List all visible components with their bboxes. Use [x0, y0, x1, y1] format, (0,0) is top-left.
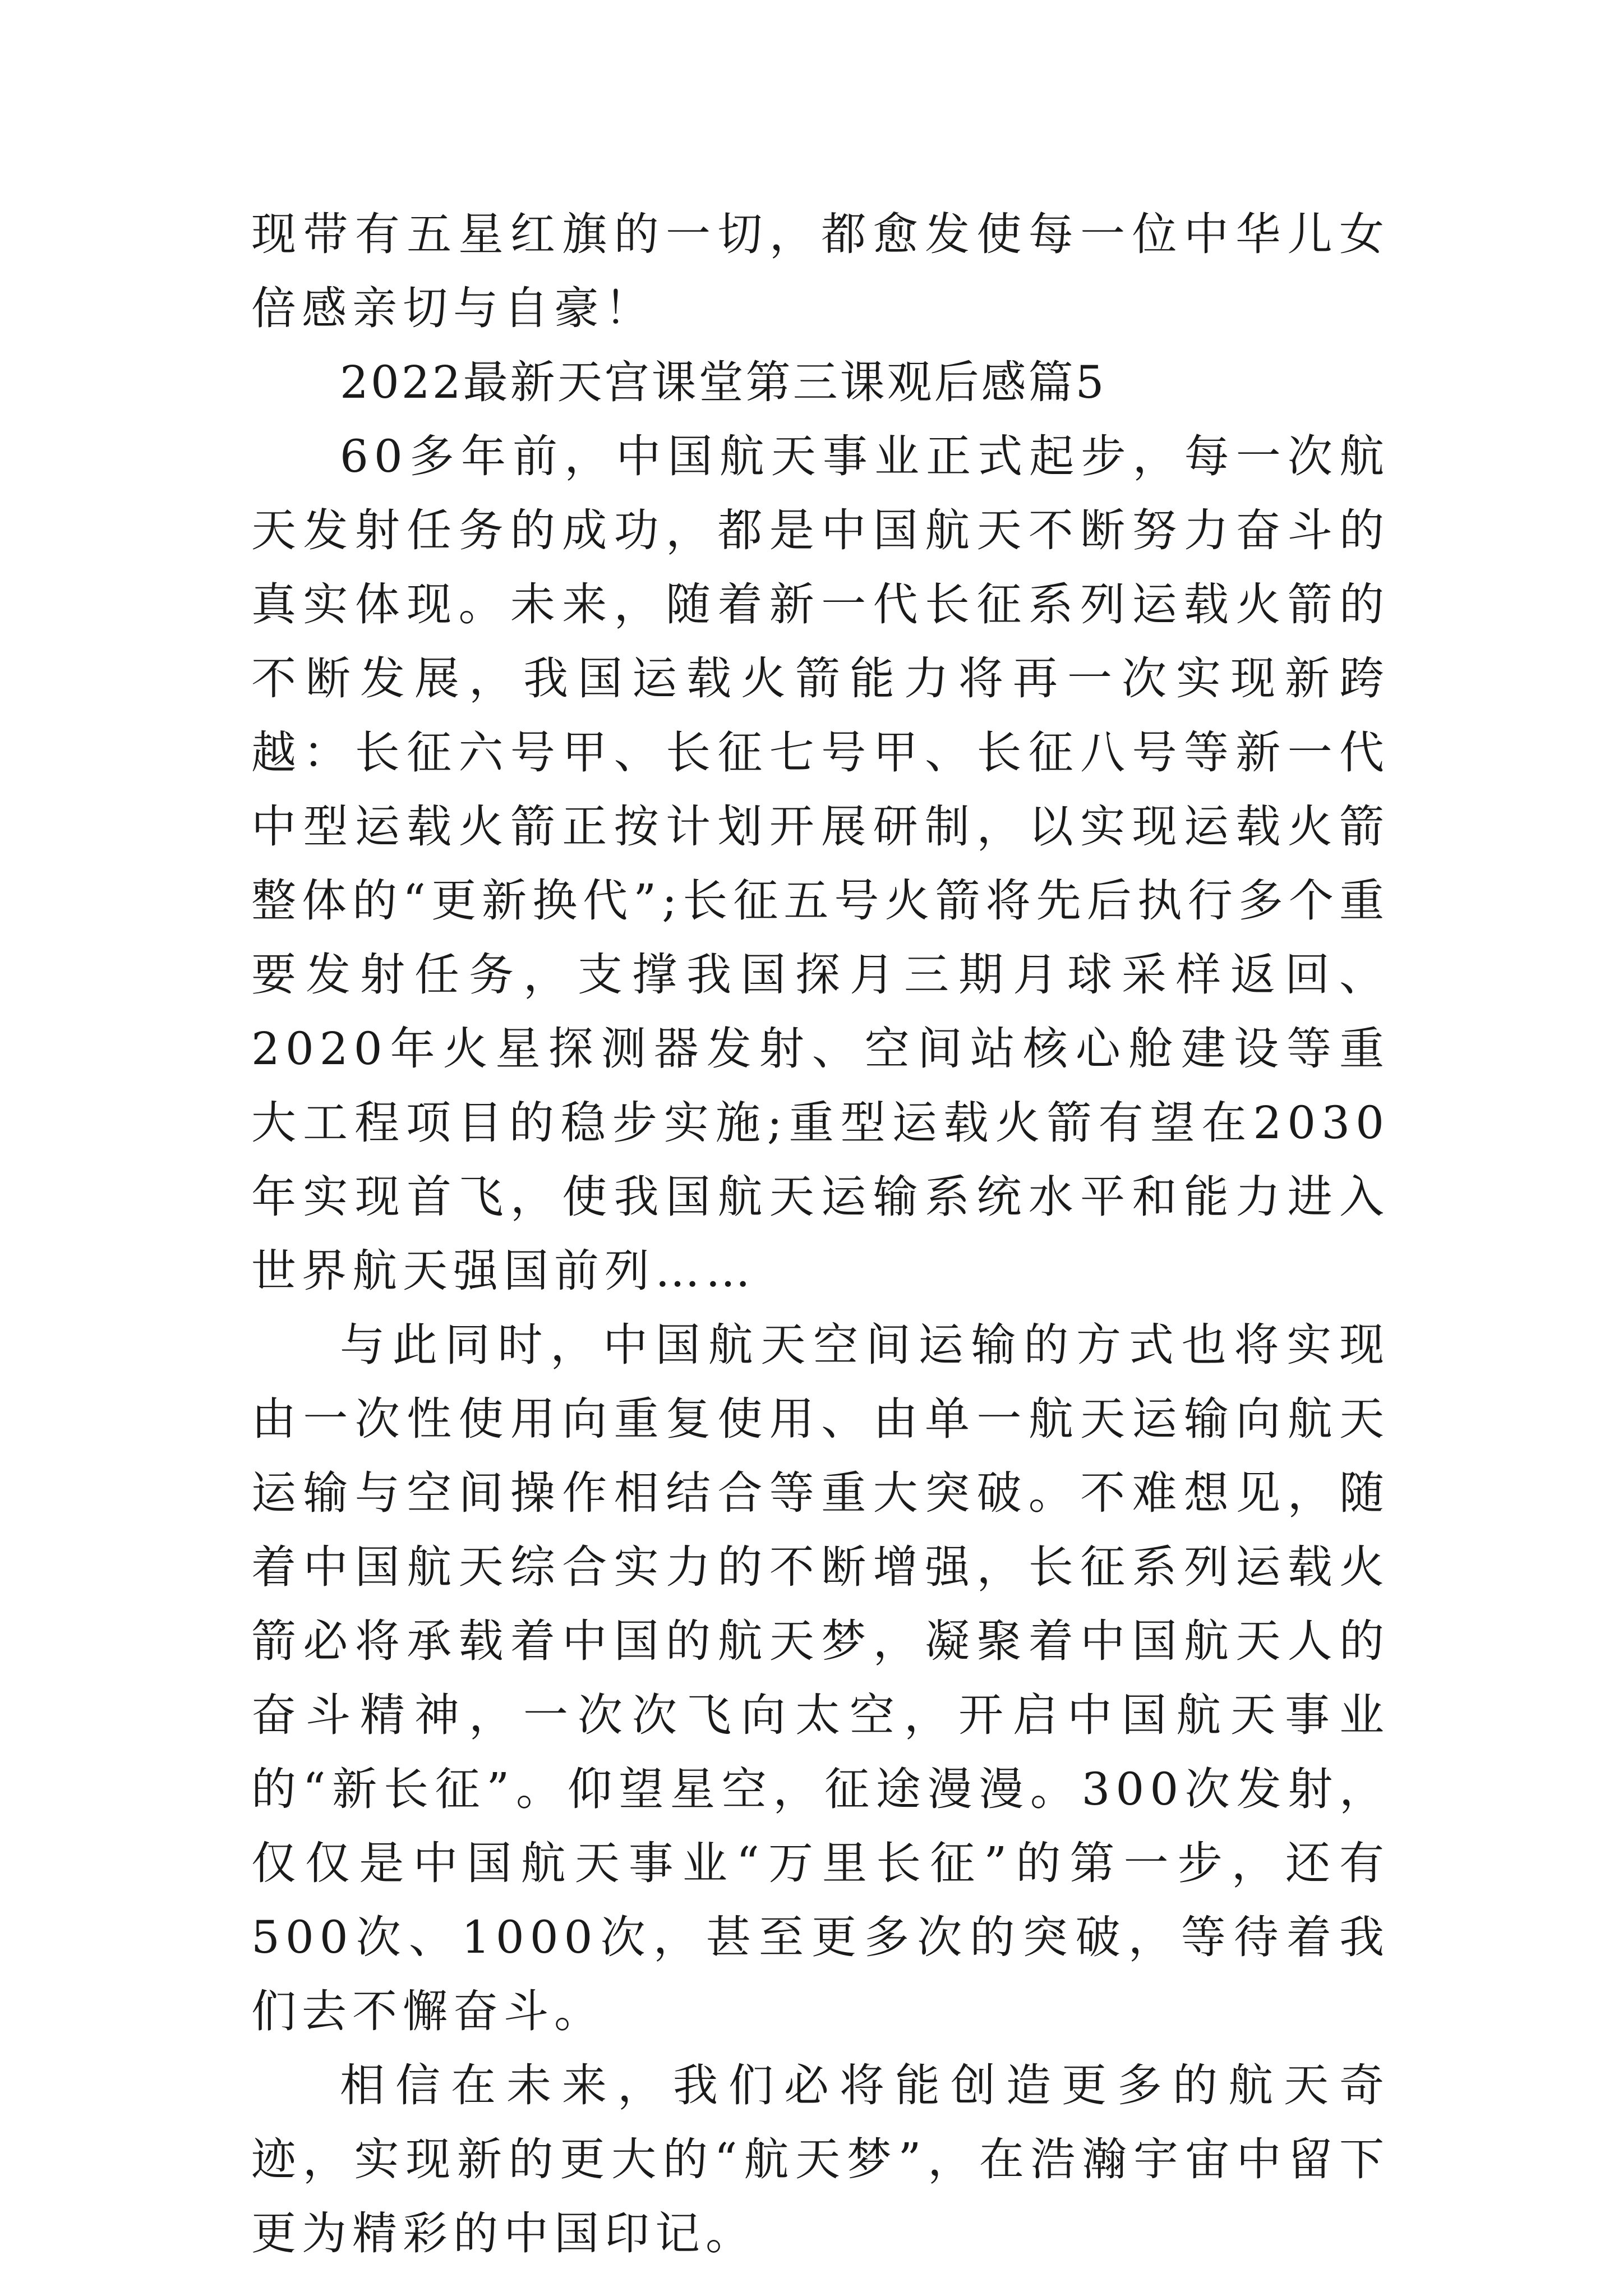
body-paragraph: 60多年前，中国航天事业正式起步，每一次航天发射任务的成功，都是中国航天不断努力奋斗的真实体现。未来，随着新一代长征系列运载火箭的不断发展，我国运载火箭能力将再一次实现新跨越：长征六号甲、长征七号甲、长征八号等新一代中型运载火箭正按计划开展研制，以实现运载火箭整体的“更新换代”;长征五号火箭将先后执行多个重要发射任务，支撑我国探月三期月球采样返回、2020年火星探测器发射、空间站核心舱建设等重大工程项目的稳步实施;重型运载火箭有望在2030年实现首飞，使我国航天运输系统水平和能力进入世界航天强国前列……: [251, 430, 1390, 1297]
body-paragraph: 相信在未来，我们必将能创造更多的航天奇迹，实现新的更大的“航天梦”，在浩瀚宇宙中留下更为精彩的中国印记。: [251, 2059, 1390, 2260]
body-paragraph: 与此同时，中国航天空间运输的方式也将实现由一次性使用向重复使用、由单一航天运输向航天运输与空间操作相结合等重大突破。不难想见，随着中国航天综合实力的不断增强，长征系列运载火箭必将承载着中国的航天梦，凝聚着中国航天人的奋斗精神，一次次飞向太空，开启中国航天事业的“新长征”。仰望星空，征途漫漫。300次发射，仅仅是中国航天事业“万里长征”的第一步，还有500次、1000次，甚至更多次的突破，等待着我们去不懈奋斗。: [251, 1319, 1390, 2037]
continuation-paragraph: 现带有五星红旗的一切，都愈发使每一位中华儿女倍感亲切与自豪！: [251, 208, 1390, 334]
document-body: [251, 197, 1390, 2271]
section-heading: 2022最新天宫课堂第三课观后感篇5: [340, 356, 1106, 408]
